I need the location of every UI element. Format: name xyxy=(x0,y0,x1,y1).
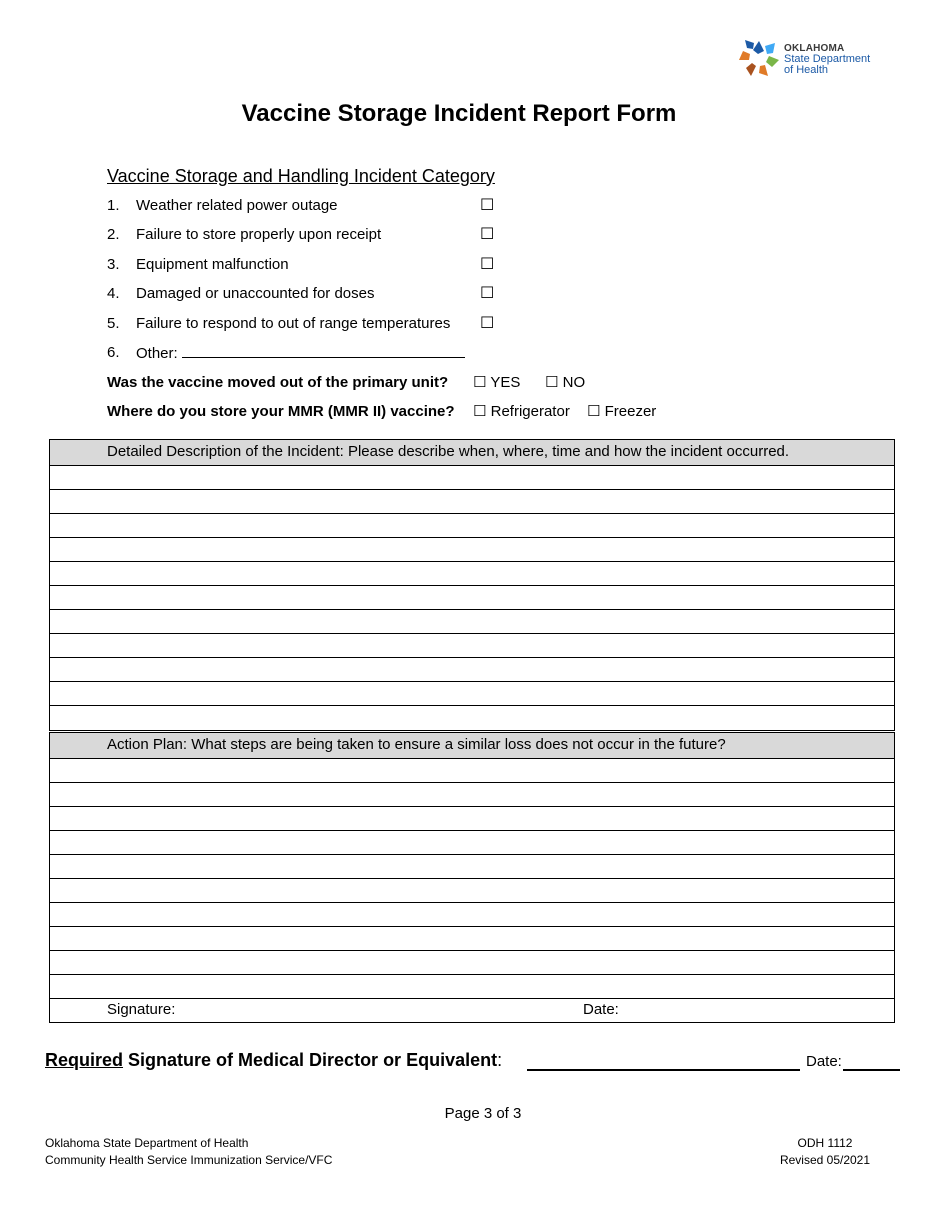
option-yes[interactable]: ☐ YES xyxy=(473,374,521,391)
footer-left xyxy=(45,1135,332,1169)
description-line[interactable] xyxy=(50,490,894,514)
logo-line-state-department: State Department xyxy=(784,53,871,65)
checkbox-improper-storage[interactable]: ☐ xyxy=(480,226,495,243)
required-signature-label xyxy=(45,1050,502,1071)
footer-right xyxy=(770,1135,880,1169)
description-line[interactable] xyxy=(50,658,894,682)
description-line[interactable] xyxy=(50,514,894,538)
item-label: Weather related power outage xyxy=(136,197,338,214)
item-number: 6. xyxy=(107,344,120,361)
form-number: ODH 1112 xyxy=(797,1136,853,1150)
description-header: Detailed Description of the Incident: Please describe when, where, time and how the incident occurred. xyxy=(50,440,894,466)
action-plan-line[interactable] xyxy=(50,903,894,927)
medical-director-signature-line[interactable] xyxy=(527,1069,800,1071)
item-number: 1. xyxy=(107,197,120,214)
item-label: Failure to store properly upon receipt xyxy=(136,226,382,243)
question-mmr-label: Where do you store your MMR (MMR II) vaccine? xyxy=(107,403,455,420)
page-title: Vaccine Storage Incident Report Form xyxy=(241,100,677,127)
description-line[interactable] xyxy=(50,538,894,562)
question-moved-label: Was the vaccine moved out of the primary unit? xyxy=(107,374,449,391)
item-number: 2. xyxy=(107,226,120,243)
description-line[interactable] xyxy=(50,466,894,490)
checkbox-damaged-doses[interactable]: ☐ xyxy=(480,285,495,302)
description-line[interactable] xyxy=(50,562,894,586)
action-plan-line[interactable] xyxy=(50,855,894,879)
description-line[interactable] xyxy=(50,634,894,658)
action-plan-line[interactable] xyxy=(50,927,894,951)
action-plan-line[interactable] xyxy=(50,783,894,807)
other-label: Other: xyxy=(136,345,178,362)
item-number: 4. xyxy=(107,285,120,302)
required-date-label: Date: xyxy=(806,1053,842,1070)
option-freezer[interactable]: ☐ Freezer xyxy=(587,403,657,420)
question-moved xyxy=(107,373,448,393)
logo-line-oklahoma: OKLAHOMA xyxy=(784,43,845,54)
required-date-line[interactable] xyxy=(843,1069,900,1071)
item-label: Damaged or unaccounted for doses xyxy=(136,285,375,302)
item-label: Failure to respond to out of range temperatures xyxy=(136,315,451,332)
date-label: Date: xyxy=(583,1001,619,1018)
option-no[interactable]: ☐ NO xyxy=(545,374,586,391)
checkbox-weather-outage[interactable]: ☐ xyxy=(480,197,495,214)
star-logo-icon xyxy=(737,38,781,80)
required-colon: : xyxy=(497,1050,503,1070)
checkbox-equipment-malfunction[interactable]: ☐ xyxy=(480,256,495,273)
option-refrigerator[interactable]: ☐ Refrigerator xyxy=(473,403,570,420)
revision-date: Revised 05/2021 xyxy=(779,1153,871,1167)
signature-label: Signature: xyxy=(107,1001,176,1018)
item-number: 5. xyxy=(107,315,120,332)
action-plan-line[interactable] xyxy=(50,807,894,831)
category-heading: Vaccine Storage and Handling Incident Category xyxy=(107,166,495,186)
description-line[interactable] xyxy=(50,586,894,610)
other-input-line[interactable] xyxy=(182,343,465,358)
footer-service: Community Health Service Immunization Service/VFC xyxy=(45,1153,333,1167)
question-mmr xyxy=(107,402,455,422)
action-plan-line[interactable] xyxy=(50,951,894,975)
action-plan-line[interactable] xyxy=(50,975,894,999)
page-number: Page 3 of 3 xyxy=(444,1105,522,1122)
signature-row[interactable] xyxy=(50,999,894,1022)
action-plan-line[interactable] xyxy=(50,831,894,855)
description-line[interactable] xyxy=(50,706,894,730)
item-number: 3. xyxy=(107,256,120,273)
action-plan-line[interactable] xyxy=(50,879,894,903)
description-line[interactable] xyxy=(50,682,894,706)
action-plan-line[interactable] xyxy=(50,759,894,783)
action-plan-table xyxy=(49,732,895,1023)
required-label-text: Signature of Medical Director or Equivalent xyxy=(123,1050,498,1070)
odh-logo xyxy=(737,38,887,80)
checkbox-out-of-range-temps[interactable]: ☐ xyxy=(480,315,495,332)
action-plan-header: Action Plan: What steps are being taken to ensure a similar loss does not occur in the future? xyxy=(50,733,894,759)
description-line[interactable] xyxy=(50,610,894,634)
footer-agency: Oklahoma State Department of Health xyxy=(45,1136,249,1150)
logo-line-of-health: of Health xyxy=(784,64,829,76)
category-item-6 xyxy=(107,343,507,363)
description-table xyxy=(49,439,895,731)
required-word: Required xyxy=(45,1050,124,1070)
item-label: Equipment malfunction xyxy=(136,256,289,273)
